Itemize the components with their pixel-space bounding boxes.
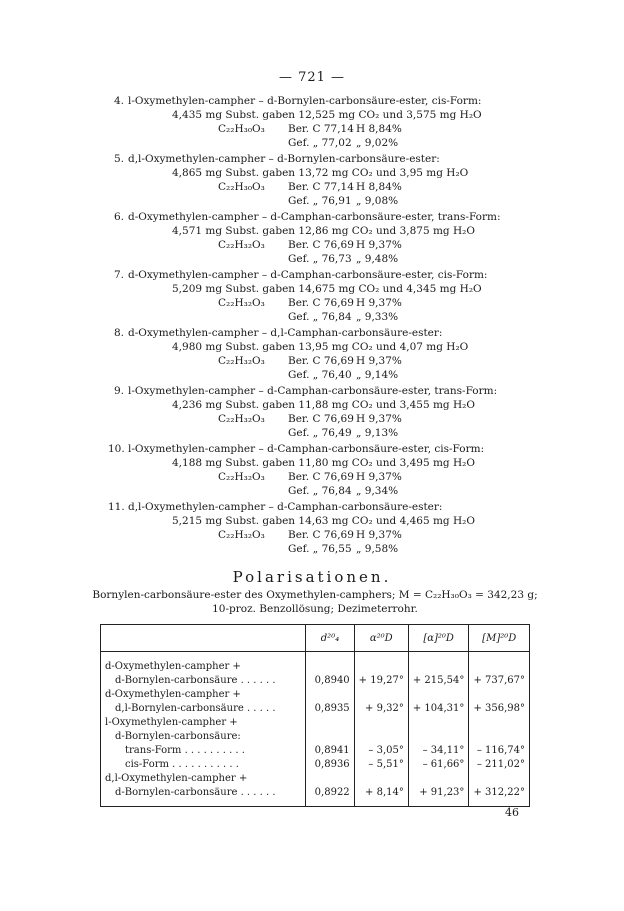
section-title: Polarisationen. xyxy=(232,568,392,586)
formula: C₂₂H₃₂O₃ xyxy=(218,239,265,251)
analysis-entry xyxy=(108,94,528,150)
row-description: d,l-Oxymethylen-campher + xyxy=(101,772,306,786)
entry-heading xyxy=(108,500,528,514)
specific-rotation-cell xyxy=(408,716,469,730)
ber-h: H 8,84% xyxy=(356,181,402,193)
table-row xyxy=(101,652,530,675)
entry-substance-line: 5,209 mg Subst. gaben 14,675 mg CO₂ und 4,345 mg H₂O xyxy=(172,283,482,295)
entry-found xyxy=(108,310,528,324)
molar-rotation-cell: + 737,67° xyxy=(469,674,530,688)
subtitle-line: Bornylen-carbonsäure-ester des Oxymethylen-camphers; M = C₂₂H₃₀O₃ = 342,23 g; xyxy=(92,589,538,601)
gef-c: Gef. „ 76,84 xyxy=(288,485,352,497)
formula: C₂₂H₃₂O₃ xyxy=(218,355,265,367)
ber-c: Ber. C 76,69 xyxy=(288,413,354,425)
molar-rotation-cell: + 356,98° xyxy=(469,702,530,716)
ber-c: Ber. C 77,14 xyxy=(288,123,354,135)
molar-rotation-cell xyxy=(469,652,530,675)
gef-h: „ 9,13% xyxy=(356,427,399,439)
section-subtitle xyxy=(90,588,540,616)
row-description: d-Oxymethylen-campher + xyxy=(101,688,306,702)
specific-rotation-cell xyxy=(408,730,469,744)
alpha-cell: – 5,51° xyxy=(354,758,408,772)
entry-substance-line: 4,188 mg Subst. gaben 11,80 mg CO₂ und 3,495 mg H₂O xyxy=(172,457,475,469)
gef-c: Gef. „ 76,49 xyxy=(288,427,352,439)
ber-c: Ber. C 76,69 xyxy=(288,471,354,483)
entry-substance-line: 4,865 mg Subst. gaben 13,72 mg CO₂ und 3,95 mg H₂O xyxy=(172,167,469,179)
header-cell xyxy=(101,625,306,652)
row-description: cis-Form . . . . . . . . . . . xyxy=(101,758,306,772)
density-cell xyxy=(306,652,354,675)
table-header-row xyxy=(101,625,530,652)
density-cell xyxy=(306,688,354,702)
molar-rotation-cell: – 116,74° xyxy=(469,744,530,758)
gef-c: Gef. „ 76,55 xyxy=(288,543,352,555)
entry-found xyxy=(108,484,528,498)
gef-h: „ 9,48% xyxy=(356,253,399,265)
entry-heading xyxy=(108,384,528,398)
table-row xyxy=(101,786,530,807)
row-description: d-Oxymethylen-campher + xyxy=(101,652,306,675)
entry-number: 7. xyxy=(113,269,124,281)
entry-number: 4. xyxy=(113,95,124,107)
row-description: d-Bornylen-carbonsäure: xyxy=(101,730,306,744)
entry-title: d,l-Oxymethylen-campher – d-Bornylen-carbonsäure-ester: xyxy=(128,153,440,165)
gef-c: Gef. „ 76,40 xyxy=(288,369,352,381)
entry-calculated xyxy=(108,528,528,542)
table-row xyxy=(101,674,530,688)
alpha-cell xyxy=(354,716,408,730)
entry-number: 11. xyxy=(108,501,125,513)
row-description: trans-Form . . . . . . . . . . xyxy=(101,744,306,758)
gef-h: „ 9,14% xyxy=(356,369,399,381)
specific-rotation-cell: + 91,23° xyxy=(408,786,469,807)
header-cell: [α]²⁰D xyxy=(408,625,469,652)
entry-title: l-Oxymethylen-campher – d-Camphan-carbonsäure-ester, trans-Form: xyxy=(128,385,498,397)
entry-found xyxy=(108,194,528,208)
alpha-cell xyxy=(354,652,408,675)
gef-h: „ 9,33% xyxy=(356,311,399,323)
analysis-entry xyxy=(108,210,528,266)
alpha-cell: + 19,27° xyxy=(354,674,408,688)
page-number: — 721 — xyxy=(278,70,346,85)
entry-substance-line: 4,980 mg Subst. gaben 13,95 mg CO₂ und 4,07 mg H₂O xyxy=(172,341,469,353)
entry-calculated xyxy=(108,122,528,136)
molar-rotation-cell xyxy=(469,730,530,744)
gef-c: Gef. „ 76,84 xyxy=(288,311,352,323)
entry-number: 5. xyxy=(113,153,124,165)
density-cell xyxy=(306,716,354,730)
entry-heading xyxy=(108,94,528,108)
table-row xyxy=(101,716,530,730)
entry-calculated xyxy=(108,354,528,368)
ber-c: Ber. C 76,69 xyxy=(288,355,354,367)
footer-number: 46 xyxy=(505,806,519,819)
gef-c: Gef. „ 77,02 xyxy=(288,137,352,149)
entry-found xyxy=(108,426,528,440)
ber-h: H 9,37% xyxy=(356,471,402,483)
row-description: d-Bornylen-carbonsäure . . . . . . xyxy=(101,786,306,807)
ber-h: H 9,37% xyxy=(356,355,402,367)
entry-number: 10. xyxy=(108,443,125,455)
specific-rotation-cell xyxy=(408,652,469,675)
table-row xyxy=(101,772,530,786)
analysis-entry xyxy=(108,500,528,556)
formula: C₂₂H₃₂O₃ xyxy=(218,413,265,425)
analysis-entry xyxy=(108,326,528,382)
entry-number: 8. xyxy=(113,327,124,339)
ber-c: Ber. C 77,14 xyxy=(288,181,354,193)
header-cell: d²⁰₄ xyxy=(306,625,354,652)
molar-rotation-cell xyxy=(469,716,530,730)
analysis-entry xyxy=(108,384,528,440)
alpha-cell xyxy=(354,730,408,744)
density-cell: 0,8940 xyxy=(306,674,354,688)
formula: C₂₂H₃₂O₃ xyxy=(218,529,265,541)
ber-h: H 8,84% xyxy=(356,123,402,135)
entry-calculated xyxy=(108,296,528,310)
entry-heading xyxy=(108,268,528,282)
ber-h: H 9,37% xyxy=(356,413,402,425)
entry-calculated xyxy=(108,180,528,194)
entry-title: d-Oxymethylen-campher – d,l-Camphan-carbonsäure-ester: xyxy=(128,327,443,339)
entry-substance-line: 4,435 mg Subst. gaben 12,525 mg CO₂ und 3,575 mg H₂O xyxy=(172,109,482,121)
entry-heading xyxy=(108,442,528,456)
row-description: d,l-Bornylen-carbonsäure . . . . . xyxy=(101,702,306,716)
alpha-cell: + 8,14° xyxy=(354,786,408,807)
gef-h: „ 9,58% xyxy=(356,543,399,555)
specific-rotation-cell: + 215,54° xyxy=(408,674,469,688)
formula: C₂₂H₃₀O₃ xyxy=(218,181,265,193)
specific-rotation-cell: – 34,11° xyxy=(408,744,469,758)
entry-title: d-Oxymethylen-campher – d-Camphan-carbonsäure-ester, cis-Form: xyxy=(128,269,488,281)
gef-h: „ 9,08% xyxy=(356,195,399,207)
specific-rotation-cell xyxy=(408,688,469,702)
ber-h: H 9,37% xyxy=(356,297,402,309)
gef-c: Gef. „ 76,91 xyxy=(288,195,352,207)
row-description: d-Bornylen-carbonsäure . . . . . . xyxy=(101,674,306,688)
entry-calculated xyxy=(108,238,528,252)
polarisation-table xyxy=(100,624,530,807)
ber-h: H 9,37% xyxy=(356,529,402,541)
row-description: l-Oxymethylen-campher + xyxy=(101,716,306,730)
table-row xyxy=(101,702,530,716)
gef-c: Gef. „ 76,73 xyxy=(288,253,352,265)
ber-c: Ber. C 76,69 xyxy=(288,529,354,541)
density-cell: 0,8936 xyxy=(306,758,354,772)
subtitle-line: 10-proz. Benzollösung; Dezimeterrohr. xyxy=(212,603,418,615)
molar-rotation-cell xyxy=(469,772,530,786)
ber-c: Ber. C 76,69 xyxy=(288,297,354,309)
entry-found xyxy=(108,136,528,150)
entry-substance-line: 4,236 mg Subst. gaben 11,88 mg CO₂ und 3,455 mg H₂O xyxy=(172,399,475,411)
molar-rotation-cell: – 211,02° xyxy=(469,758,530,772)
density-cell: 0,8922 xyxy=(306,786,354,807)
entry-calculated xyxy=(108,470,528,484)
entry-number: 9. xyxy=(113,385,124,397)
analysis-entry xyxy=(108,268,528,324)
density-cell xyxy=(306,730,354,744)
ber-c: Ber. C 76,69 xyxy=(288,239,354,251)
table-row xyxy=(101,730,530,744)
analysis-entry xyxy=(108,442,528,498)
analysis-entry xyxy=(108,152,528,208)
gef-h: „ 9,02% xyxy=(356,137,399,149)
density-cell: 0,8941 xyxy=(306,744,354,758)
ber-h: H 9,37% xyxy=(356,239,402,251)
entry-substance-line: 5,215 mg Subst. gaben 14,63 mg CO₂ und 4,465 mg H₂O xyxy=(172,515,475,527)
entry-heading xyxy=(108,210,528,224)
entry-title: d-Oxymethylen-campher – d-Camphan-carbonsäure-ester, trans-Form: xyxy=(128,211,501,223)
entry-title: l-Oxymethylen-campher – d-Bornylen-carbonsäure-ester, cis-Form: xyxy=(128,95,482,107)
entry-heading xyxy=(108,326,528,340)
analysis-entries xyxy=(108,94,528,558)
gef-h: „ 9,34% xyxy=(356,485,399,497)
alpha-cell: – 3,05° xyxy=(354,744,408,758)
entry-calculated xyxy=(108,412,528,426)
entry-found xyxy=(108,252,528,266)
density-cell: 0,8935 xyxy=(306,702,354,716)
alpha-cell xyxy=(354,688,408,702)
table-row xyxy=(101,758,530,772)
entry-found xyxy=(108,542,528,556)
table-row xyxy=(101,744,530,758)
molar-rotation-cell: + 312,22° xyxy=(469,786,530,807)
entry-found xyxy=(108,368,528,382)
density-cell xyxy=(306,772,354,786)
formula: C₂₂H₃₂O₃ xyxy=(218,297,265,309)
header-cell: α²⁰D xyxy=(354,625,408,652)
entry-title: l-Oxymethylen-campher – d-Camphan-carbonsäure-ester, cis-Form: xyxy=(128,443,485,455)
specific-rotation-cell: + 104,31° xyxy=(408,702,469,716)
entry-number: 6. xyxy=(113,211,124,223)
specific-rotation-cell xyxy=(408,772,469,786)
molar-rotation-cell xyxy=(469,688,530,702)
alpha-cell: + 9,32° xyxy=(354,702,408,716)
alpha-cell xyxy=(354,772,408,786)
formula: C₂₂H₃₀O₃ xyxy=(218,123,265,135)
header-cell: [M]²⁰D xyxy=(469,625,530,652)
formula: C₂₂H₃₂O₃ xyxy=(218,471,265,483)
table-row xyxy=(101,688,530,702)
entry-title: d,l-Oxymethylen-campher – d-Camphan-carbonsäure-ester: xyxy=(128,501,443,513)
entry-substance-line: 4,571 mg Subst. gaben 12,86 mg CO₂ und 3,875 mg H₂O xyxy=(172,225,475,237)
entry-heading xyxy=(108,152,528,166)
specific-rotation-cell: – 61,66° xyxy=(408,758,469,772)
